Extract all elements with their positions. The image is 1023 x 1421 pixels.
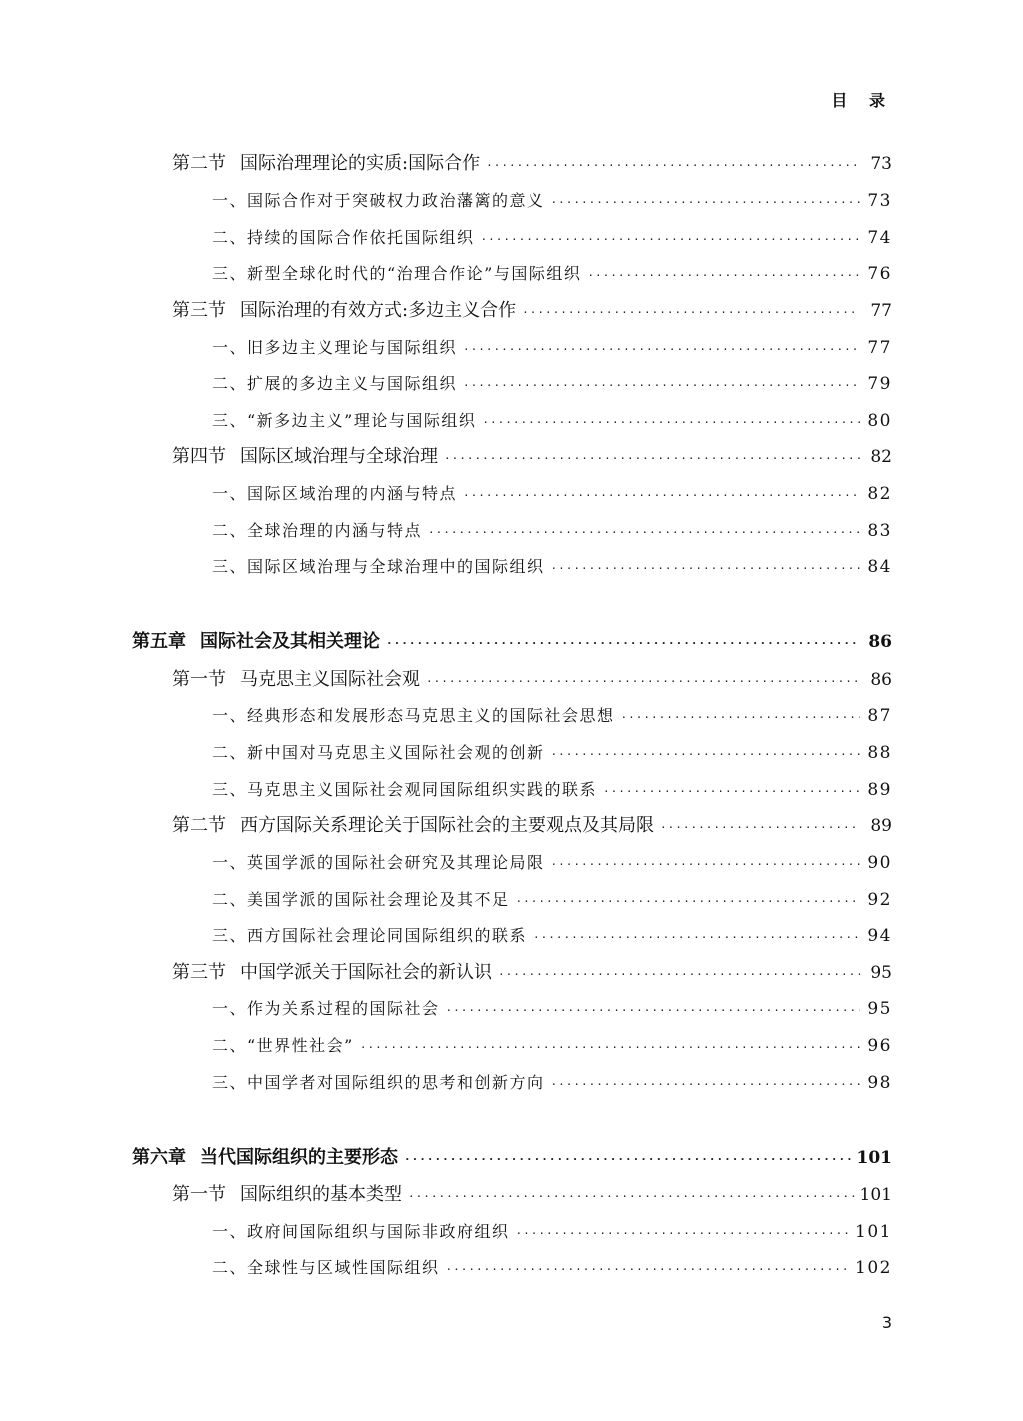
toc-page-number: 76: [867, 264, 892, 284]
toc-entry-label: [212, 776, 597, 804]
toc-subsection-entry[interactable]: [212, 739, 892, 767]
toc-page-number: 95: [870, 963, 892, 983]
toc-entry-title: 国际治理理论的实质:国际合作: [240, 153, 481, 174]
toc-entry-title: 二、新中国对马克思主义国际社会观的创新: [212, 743, 545, 762]
toc-page-number: 86: [870, 670, 892, 690]
toc-page-number: 87: [867, 706, 892, 726]
toc-subsection-entry[interactable]: [212, 1069, 892, 1097]
toc-entry-number: 第一节: [172, 669, 226, 690]
toc-entry-label: [172, 1181, 402, 1209]
toc-entry-title: 二、全球治理的内涵与特点: [212, 521, 423, 540]
toc-section-entry[interactable]: [172, 959, 892, 987]
toc-entry-label: [172, 959, 492, 987]
toc-entry-title: 国际区域治理与全球治理: [240, 446, 438, 467]
toc-subsection-entry[interactable]: [212, 370, 892, 398]
dot-leader: [360, 1034, 860, 1062]
toc-page-number: 82: [870, 447, 892, 467]
toc-page-number: 73: [870, 154, 892, 174]
toc-chapter-entry[interactable]: [132, 628, 892, 656]
toc-entry-number: 第三节: [172, 962, 226, 983]
dot-leader: [551, 741, 860, 769]
toc-entry-label: [172, 812, 654, 840]
dot-leader: [551, 189, 860, 217]
dot-leader: [426, 668, 860, 696]
dot-leader: [522, 299, 860, 327]
dot-leader: [603, 778, 860, 806]
page-number: 3: [881, 1313, 892, 1332]
toc-entry-label: [212, 224, 475, 252]
dot-leader: [446, 1256, 852, 1284]
toc-entry-label: [172, 297, 516, 325]
toc-entry-title: 三、西方国际社会理论同国际组织的联系: [212, 926, 528, 945]
toc-entry-label: [212, 553, 545, 581]
dot-leader: [463, 336, 860, 364]
toc-entry-label: [212, 260, 581, 288]
dot-leader: [660, 814, 860, 842]
toc-entry-title: 二、持续的国际合作依托国际组织: [212, 228, 475, 247]
toc-chapter-entry[interactable]: [132, 1144, 892, 1172]
toc-entry-title: 一、国际区域治理的内涵与特点: [212, 484, 458, 503]
toc-section-entry[interactable]: [172, 812, 892, 840]
toc-entry-title: 一、作为关系过程的国际社会: [212, 999, 440, 1018]
dot-leader: [516, 1220, 852, 1248]
toc-subsection-entry[interactable]: [212, 480, 892, 508]
toc-entry-title: 国际社会及其相关理论: [200, 631, 380, 652]
toc-entry-number: 第二节: [172, 815, 226, 836]
running-header: 目 录: [831, 91, 893, 110]
toc-entry-label: [212, 739, 545, 767]
toc-entry-title: 三、马克思主义国际社会观同国际组织实践的联系: [212, 780, 598, 799]
toc-section-entry[interactable]: [172, 297, 892, 325]
toc-entry-title: 国际组织的基本类型: [240, 1184, 402, 1205]
dot-leader: [408, 1183, 856, 1211]
toc-entry-title: 中国学派关于国际社会的新认识: [240, 962, 492, 983]
toc-entry-label: [212, 1254, 440, 1282]
toc-subsection-entry[interactable]: [212, 776, 892, 804]
toc-subsection-entry[interactable]: [212, 849, 892, 877]
toc-page-number: 88: [867, 743, 892, 763]
toc-entry-title: 三、新型全球化时代的“治理合作论”与国际组织: [212, 264, 582, 283]
toc-entry-title: 马克思主义国际社会观: [240, 669, 420, 690]
dot-leader: [551, 1071, 860, 1099]
dot-leader: [482, 409, 860, 437]
dot-leader: [486, 152, 860, 180]
toc-page-number: 101: [856, 1148, 892, 1168]
toc-page-number: 83: [867, 521, 892, 541]
toc-subsection-entry[interactable]: [212, 407, 892, 435]
toc-entry-label: [172, 150, 480, 178]
toc-subsection-entry[interactable]: [212, 922, 892, 950]
toc-subsection-entry[interactable]: [212, 187, 892, 215]
toc-page-number: 98: [867, 1073, 892, 1093]
toc-entry-label: [212, 370, 457, 398]
toc-entry-title: 三、“新多边主义”理论与国际组织: [212, 411, 477, 430]
toc-entry-title: 一、英国学派的国际社会研究及其理论局限: [212, 853, 545, 872]
toc-subsection-entry[interactable]: [212, 553, 892, 581]
dot-leader: [551, 851, 860, 879]
toc-page-number: 89: [870, 816, 892, 836]
toc-page-number: 96: [867, 1036, 892, 1056]
toc-section-entry[interactable]: [172, 1181, 892, 1209]
dot-leader: [386, 630, 860, 658]
toc-subsection-entry[interactable]: [212, 224, 892, 252]
toc-subsection-entry[interactable]: [212, 702, 892, 730]
toc-page-number: 84: [867, 557, 892, 577]
toc-page-number: 90: [867, 853, 892, 873]
toc-entry-title: 当代国际组织的主要形态: [200, 1147, 398, 1168]
toc-subsection-entry[interactable]: [212, 260, 892, 288]
toc-entry-number: 第六章: [132, 1147, 186, 1168]
toc-entry-title: 一、国际合作对于突破权力政治藩篱的意义: [212, 191, 545, 210]
toc-entry-title: 三、国际区域治理与全球治理中的国际组织: [212, 557, 545, 576]
toc-entry-title: 二、美国学派的国际社会理论及其不足: [212, 890, 510, 909]
toc-page-number: 77: [867, 338, 892, 358]
toc-page-number: 92: [867, 890, 892, 910]
dot-leader: [463, 372, 860, 400]
toc-entry-label: [212, 517, 422, 545]
toc-page-number: 95: [867, 999, 892, 1019]
toc-page-number: 80: [867, 411, 892, 431]
dot-leader: [428, 519, 860, 547]
toc-entry-number: 第三节: [172, 300, 226, 321]
toc-entry-label: [212, 480, 457, 508]
toc-entry-title: 二、扩展的多边主义与国际组织: [212, 374, 458, 393]
toc-page-number: 82: [867, 484, 892, 504]
dot-leader: [516, 888, 860, 916]
toc-subsection-entry[interactable]: [212, 1218, 892, 1246]
toc-entry-title: 国际治理的有效方式:多边主义合作: [240, 300, 517, 321]
toc-entry-title: 二、“世界性社会”: [212, 1036, 354, 1055]
toc-entry-label: [212, 1218, 510, 1246]
toc-page-number: 77: [870, 301, 892, 321]
toc-section-entry[interactable]: [172, 666, 892, 694]
toc-entry-label: [212, 922, 527, 950]
dot-leader: [621, 704, 860, 732]
toc-subsection-entry[interactable]: [212, 886, 892, 914]
toc-page-number: 74: [867, 228, 892, 248]
toc-entry-label: [132, 628, 380, 656]
toc-subsection-entry[interactable]: [212, 517, 892, 545]
toc-entry-title: 二、全球性与区域性国际组织: [212, 1258, 440, 1277]
toc-subsection-entry[interactable]: [212, 995, 892, 1023]
toc-entry-number: 第四节: [172, 446, 226, 467]
toc-page-number: 101: [859, 1185, 892, 1205]
toc-page-number: 73: [867, 191, 892, 211]
toc-entry-label: [132, 1144, 398, 1172]
dot-leader: [446, 997, 860, 1025]
toc-section-entry[interactable]: [172, 150, 892, 178]
toc-page-number: 101: [855, 1222, 892, 1242]
toc-entry-title: 西方国际关系理论关于国际社会的主要观点及其局限: [240, 815, 654, 836]
dot-leader: [587, 262, 860, 290]
toc-subsection-entry[interactable]: [212, 1254, 892, 1282]
toc-entry-label: [212, 407, 476, 435]
toc-entry-label: [172, 443, 438, 471]
toc-entry-label: [212, 849, 545, 877]
toc-entry-label: [212, 1069, 545, 1097]
toc-entry-label: [212, 886, 510, 914]
dot-leader: [551, 555, 860, 583]
toc-page-number: 89: [867, 780, 892, 800]
toc-entry-number: 第二节: [172, 153, 226, 174]
dot-leader: [498, 961, 860, 989]
toc-entry-label: [212, 334, 457, 362]
toc-entry-number: 第一节: [172, 1184, 226, 1205]
toc-entry-label: [212, 702, 615, 730]
dot-leader: [481, 226, 860, 254]
dot-leader: [444, 445, 860, 473]
dot-leader: [533, 924, 860, 952]
toc-entry-title: 一、政府间国际组织与国际非政府组织: [212, 1222, 510, 1241]
toc-section-entry[interactable]: [172, 443, 892, 471]
toc-page-number: 94: [867, 926, 892, 946]
toc-entry-label: [212, 187, 545, 215]
toc-entry-number: 第五章: [132, 631, 186, 652]
toc-page-number: 102: [855, 1258, 892, 1278]
toc-entry-label: [212, 1032, 354, 1060]
toc-page-number: 86: [868, 632, 892, 652]
toc-entry-label: [172, 666, 420, 694]
toc-subsection-entry[interactable]: [212, 334, 892, 362]
toc-entry-title: 三、中国学者对国际组织的思考和创新方向: [212, 1073, 545, 1092]
dot-leader: [463, 482, 860, 510]
toc-page-number: 79: [867, 374, 892, 394]
toc-subsection-entry[interactable]: [212, 1032, 892, 1060]
toc-entry-title: 一、经典形态和发展形态马克思主义的国际社会思想: [212, 706, 615, 725]
dot-leader: [404, 1146, 853, 1174]
toc-entry-label: [212, 995, 440, 1023]
toc-entry-title: 一、旧多边主义理论与国际组织: [212, 338, 458, 357]
